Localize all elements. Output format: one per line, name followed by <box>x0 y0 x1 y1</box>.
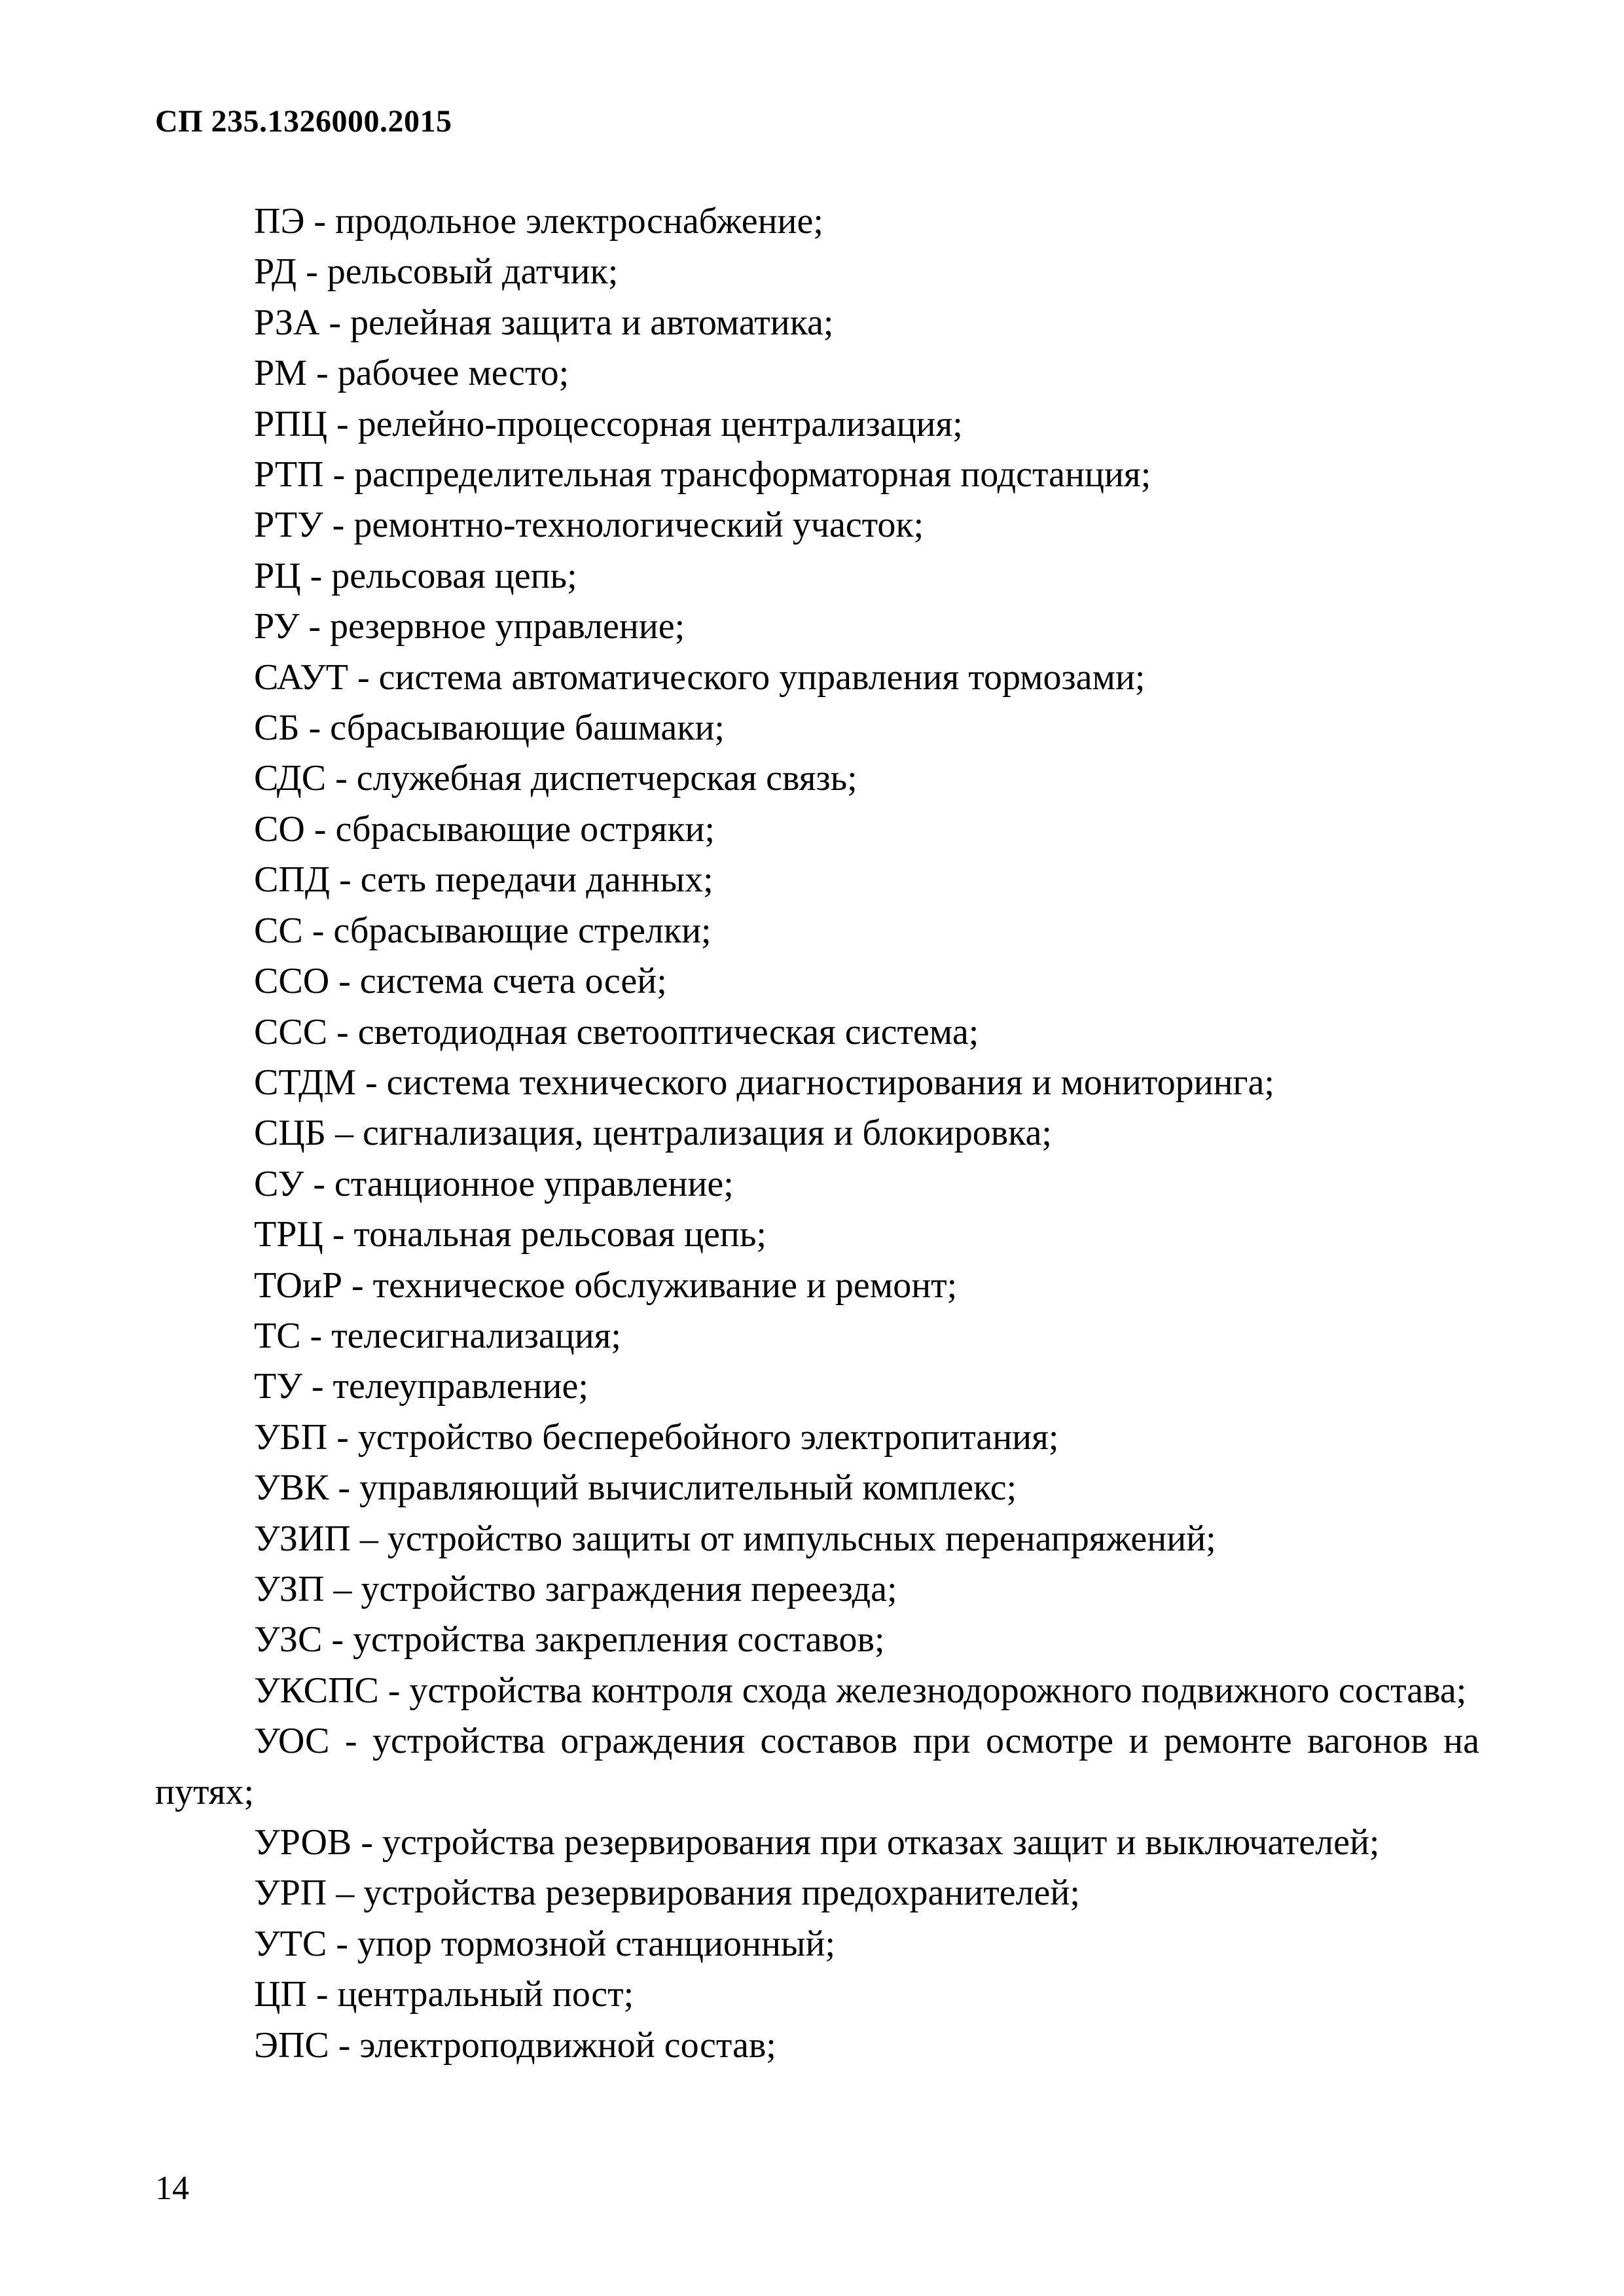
list-item: УВК - управляющий вычислительный комплекс; <box>254 1467 1017 1509</box>
list-item: СТДМ - система технического диагностирования и мониторинга; <box>254 1062 1274 1103</box>
list-item: ТУ - телеуправление; <box>254 1366 588 1407</box>
list-item: САУТ - система автоматического управления тормозами; <box>254 656 1146 698</box>
list-item: ССС - светодиодная светооптическая система; <box>254 1011 979 1052</box>
list-item: РТП - распределительная трансформаторная подстанция; <box>254 454 1151 495</box>
document-header: СП 235.1326000.2015 <box>155 104 452 139</box>
list-item: РЗА - релейная защита и автоматика; <box>254 302 834 343</box>
list-item: РЦ - рельсовая цепь; <box>254 555 577 596</box>
list-item: УКСПС - устройства контроля схода железнодорожного подвижного состава; <box>254 1670 1467 1711</box>
abbreviations-list <box>155 196 1479 2071</box>
list-item: ТОиР - техническое обслуживание и ремонт; <box>254 1265 958 1306</box>
list-item: РТУ - ремонтно-технологический участок; <box>254 505 924 546</box>
list-item: СПД - сеть передачи данных; <box>254 859 713 901</box>
list-item: ССО - система счета осей; <box>254 961 667 1002</box>
list-item: СУ - станционное управление; <box>254 1163 734 1204</box>
list-item: СС - сбрасывающие стрелки; <box>254 910 712 951</box>
list-item: УОС - устройства ограждения составов при осмотре и ремонте вагонов на путях; <box>155 1721 1479 1812</box>
list-item: УТС - упор тормозной станционный; <box>254 1923 836 1964</box>
page-number: 14 <box>155 2170 189 2207</box>
list-item: РД - рельсовый датчик; <box>254 251 619 293</box>
list-item: УЗС - устройства закрепления составов; <box>254 1619 885 1660</box>
list-item: ЦП - центральный пост; <box>254 1974 634 2015</box>
list-item: СО - сбрасывающие остряки; <box>254 808 715 850</box>
list-item: ПЭ - продольное электроснабжение; <box>254 201 823 242</box>
list-item: РПЦ - релейно-процессорная централизация; <box>254 403 963 444</box>
list-item: ТРЦ - тональная рельсовая цепь; <box>254 1214 767 1255</box>
list-item: РУ - резервное управление; <box>254 606 685 647</box>
list-item: СДС - служебная диспетчерская связь; <box>254 758 857 799</box>
list-item: УБП - устройство бесперебойного электропитания; <box>254 1416 1059 1458</box>
list-item: УЗП – устройство заграждения переезда; <box>254 1568 897 1609</box>
list-item: ТС - телесигнализация; <box>254 1315 621 1356</box>
list-item: УЗИП – устройство защиты от импульсных перенапряжений; <box>254 1518 1216 1559</box>
list-item: РМ - рабочее место; <box>254 353 569 394</box>
list-item: ЭПС - электроподвижной состав; <box>254 2024 776 2066</box>
list-item: УРП – устройства резервирования предохранителей; <box>254 1873 1080 1914</box>
list-item: СЦБ – сигнализация, централизация и блокировка; <box>254 1113 1052 1154</box>
list-item: СБ - сбрасывающие башмаки; <box>254 708 725 749</box>
list-item: УРОВ - устройства резервирования при отказах защит и выключателей; <box>254 1822 1380 1863</box>
